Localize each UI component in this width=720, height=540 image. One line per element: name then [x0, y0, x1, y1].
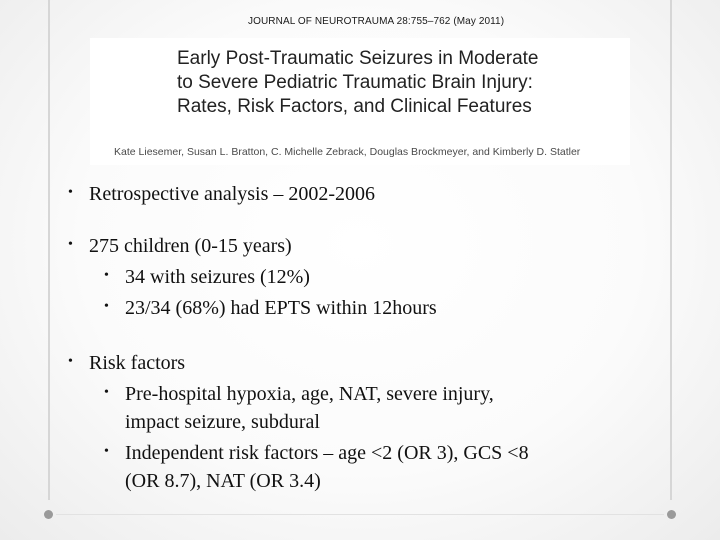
frame-left-line	[48, 0, 50, 500]
paper-authors: Kate Liesemer, Susan L. Bratton, C. Michelle Zebrack, Douglas Brockmeyer, and Kimberly D. Statler	[114, 146, 581, 158]
paper-title-line: to Severe Pediatric Traumatic Brain Injury:	[177, 72, 533, 93]
paper-title-image	[90, 38, 630, 165]
bullet-text: Retrospective analysis – 2002-2006	[89, 183, 376, 205]
sub-bullet-text-continued: impact seizure, subdural	[125, 411, 320, 433]
frame-dot-left	[44, 510, 53, 519]
sub-bullet-text: 23/34 (68%) had EPTS within 12hours	[125, 297, 437, 319]
sub-bullet-marker: •	[104, 299, 109, 314]
sub-bullet-marker: •	[104, 444, 109, 459]
sub-bullet-marker: •	[104, 268, 109, 283]
bullet-text: Risk factors	[89, 352, 186, 374]
frame-dot-right	[667, 510, 676, 519]
paper-title	[177, 47, 617, 119]
paper-title-line: Early Post-Traumatic Seizures in Moderate	[177, 48, 539, 69]
bullet-text: 275 children (0-15 years)	[89, 235, 292, 257]
sub-bullet-marker: •	[104, 385, 109, 400]
journal-citation: JOURNAL OF NEUROTRAUMA 28:755–762 (May 2011)	[248, 16, 505, 27]
bullet-marker: •	[68, 185, 73, 200]
bullet-marker: •	[68, 354, 73, 369]
sub-bullet-text: Pre-hospital hypoxia, age, NAT, severe injury,	[125, 383, 494, 405]
bullet-marker: •	[68, 237, 73, 252]
frame-bottom-line	[56, 514, 664, 515]
sub-bullet-text: Independent risk factors – age <2 (OR 3), GCS <8	[125, 442, 529, 464]
paper-title-line: Rates, Risk Factors, and Clinical Features	[177, 96, 532, 117]
sub-bullet-text-continued: (OR 8.7), NAT (OR 3.4)	[125, 470, 321, 492]
sub-bullet-text: 34 with seizures (12%)	[125, 266, 310, 288]
frame-right-line	[670, 0, 672, 500]
